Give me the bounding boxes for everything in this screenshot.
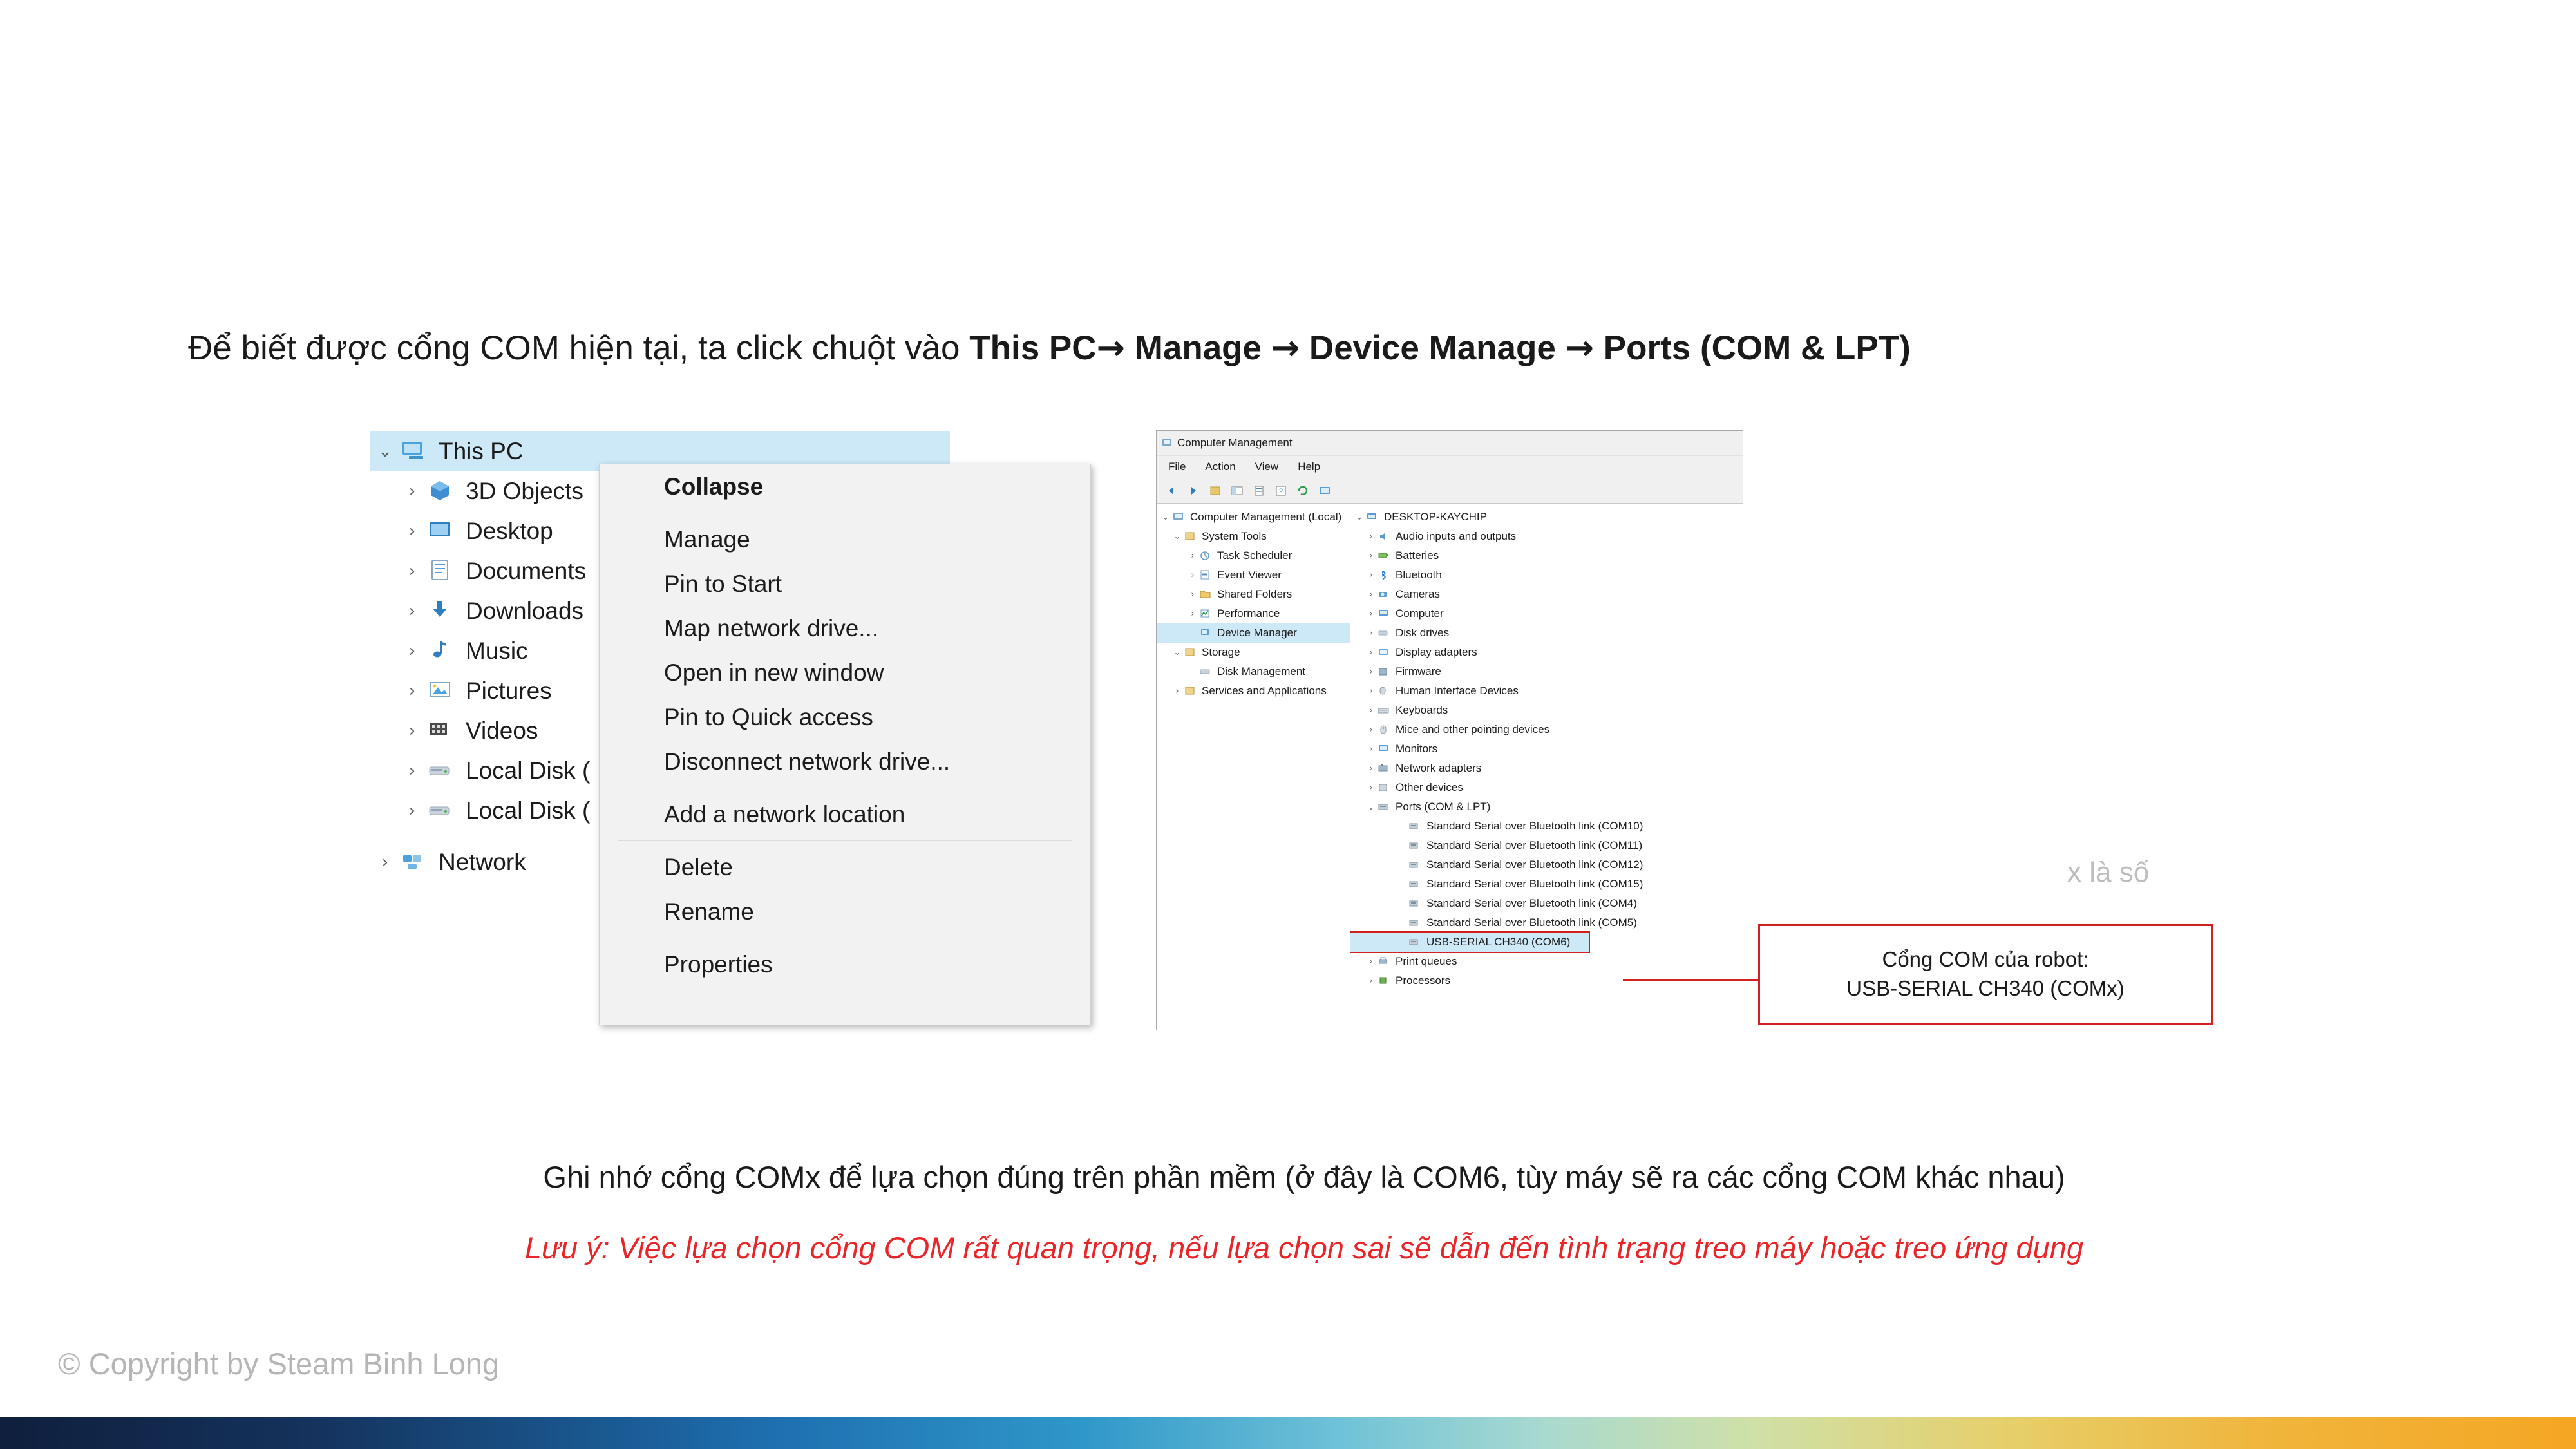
performance-icon bbox=[1199, 608, 1213, 620]
audio-icon bbox=[1378, 531, 1392, 542]
instruction-device-manage: Device Manage bbox=[1309, 329, 1556, 367]
device-manager-icon bbox=[1199, 627, 1213, 639]
chevron-right-icon[interactable]: › bbox=[1191, 551, 1195, 561]
monitor-icon bbox=[1378, 743, 1392, 755]
display-icon bbox=[1378, 647, 1392, 658]
storage-icon bbox=[1184, 647, 1198, 658]
device-node-processors[interactable] bbox=[1350, 971, 1743, 990]
properties-icon[interactable] bbox=[1252, 484, 1266, 498]
tree-item-label: Videos bbox=[466, 717, 538, 744]
chevron-right-icon[interactable]: › bbox=[408, 641, 416, 661]
chevron-right-icon[interactable]: › bbox=[1369, 647, 1373, 658]
device-node-port[interactable] bbox=[1350, 894, 1743, 913]
tree-node-label: Computer Management (Local) bbox=[1190, 511, 1342, 523]
callout-connector-line bbox=[1623, 979, 1761, 981]
page-instruction bbox=[188, 328, 2429, 368]
refresh-icon[interactable] bbox=[1296, 484, 1310, 498]
tree-item-label: Desktop bbox=[466, 518, 553, 544]
device-node-label: Keyboards bbox=[1396, 704, 1448, 716]
port-icon bbox=[1408, 878, 1423, 890]
device-node-port[interactable] bbox=[1350, 875, 1743, 894]
context-menu bbox=[599, 464, 1091, 1025]
tree-node-label: Task Scheduler bbox=[1217, 549, 1293, 562]
device-node-label: Mice and other pointing devices bbox=[1396, 723, 1550, 735]
port-icon bbox=[1408, 840, 1423, 851]
device-node-disk-drives[interactable] bbox=[1350, 623, 1743, 643]
disk-management-icon bbox=[1199, 666, 1213, 677]
shared-folders-icon bbox=[1199, 589, 1213, 600]
port-icon bbox=[1408, 859, 1423, 871]
window-title-bar bbox=[1157, 431, 1743, 456]
device-node-other-devices[interactable] bbox=[1350, 778, 1743, 797]
3d-objects-icon bbox=[427, 478, 457, 504]
tree-item-label: Network bbox=[439, 849, 526, 875]
device-node-usb-serial-ch340[interactable] bbox=[1350, 933, 1589, 952]
chevron-right-icon[interactable]: › bbox=[408, 601, 416, 621]
device-node-audio[interactable] bbox=[1350, 527, 1743, 546]
chevron-right-icon[interactable]: › bbox=[381, 853, 389, 872]
processor-icon bbox=[1378, 975, 1392, 987]
tree-node-label: Disk Management bbox=[1217, 665, 1306, 677]
note-remember-com-port: Ghi nhớ cổng COMx để lựa chọn đúng trên phần mềm (ở đây là COM6, tùy máy sẽ ra các cổng COM khác nhau) bbox=[543, 1160, 2065, 1194]
computer-management-window bbox=[1156, 430, 1743, 1030]
note-warning: Lưu ý: Việc lựa chọn cổng COM rất quan trọng, nếu lựa chọn sai sẽ dẫn đến tình trạng treo máy hoặc treo ứng dụng bbox=[524, 1231, 2084, 1265]
desktop-icon bbox=[427, 518, 457, 544]
chevron-right-icon[interactable]: › bbox=[1191, 589, 1195, 600]
device-node-label: USB-SERIAL CH340 (COM6) bbox=[1426, 936, 1571, 948]
menu-item-pin-to-start[interactable]: Pin to Start bbox=[664, 570, 782, 597]
tree-node-services-and-applications[interactable] bbox=[1157, 681, 1350, 701]
device-node-label: Ports (COM & LPT) bbox=[1396, 800, 1491, 813]
bluetooth-icon bbox=[1378, 569, 1392, 581]
tree-item-label: 3D Objects bbox=[466, 478, 584, 504]
arrow-icon-2: → bbox=[1271, 328, 1300, 368]
show-hide-tree-icon[interactable] bbox=[1230, 484, 1244, 498]
menu-item-map-network-drive[interactable]: Map network drive... bbox=[664, 614, 879, 641]
chevron-down-icon[interactable]: ⌄ bbox=[1173, 531, 1181, 542]
window-title-text: Computer Management bbox=[1177, 437, 1293, 449]
local-disk-icon bbox=[427, 798, 457, 824]
chevron-down-icon[interactable]: ⌄ bbox=[378, 442, 392, 461]
music-icon bbox=[427, 638, 457, 664]
device-node-monitors[interactable] bbox=[1350, 739, 1743, 759]
tree-item-label: Documents bbox=[466, 558, 587, 584]
chevron-right-icon[interactable]: › bbox=[1191, 570, 1195, 580]
console-tree-pane bbox=[1157, 504, 1350, 1032]
menu-action[interactable]: Action bbox=[1205, 460, 1236, 473]
chevron-right-icon[interactable]: › bbox=[1369, 705, 1373, 715]
other-devices-icon bbox=[1378, 782, 1392, 793]
network-adapter-icon bbox=[1378, 762, 1392, 774]
menu-item-properties[interactable]: Properties bbox=[664, 951, 773, 978]
system-tools-icon bbox=[1184, 531, 1198, 542]
forward-icon[interactable] bbox=[1186, 484, 1200, 498]
chevron-right-icon[interactable]: › bbox=[408, 761, 416, 781]
device-node-network-adapters[interactable] bbox=[1350, 759, 1743, 778]
chevron-right-icon[interactable]: › bbox=[1369, 609, 1373, 619]
menu-item-delete[interactable]: Delete bbox=[664, 853, 733, 880]
chevron-right-icon[interactable]: › bbox=[1369, 956, 1373, 967]
device-node-label: Audio inputs and outputs bbox=[1396, 530, 1517, 542]
tree-node-performance[interactable] bbox=[1157, 604, 1350, 623]
window-body bbox=[1157, 504, 1743, 1032]
chevron-right-icon[interactable]: › bbox=[408, 681, 416, 701]
services-icon bbox=[1184, 685, 1198, 697]
event-viewer-icon bbox=[1199, 569, 1213, 581]
computer-icon bbox=[1366, 511, 1380, 523]
device-node-label: Batteries bbox=[1396, 549, 1439, 562]
back-icon[interactable] bbox=[1164, 484, 1179, 498]
chevron-right-icon[interactable]: › bbox=[1369, 782, 1373, 793]
device-node-label: Bluetooth bbox=[1396, 569, 1442, 581]
computer-management-icon bbox=[1162, 438, 1173, 448]
menu-separator bbox=[618, 840, 1072, 841]
device-node-mice[interactable] bbox=[1350, 720, 1743, 739]
tree-item-label: This PC bbox=[439, 438, 524, 464]
tree-item-label: Pictures bbox=[466, 677, 552, 704]
device-node-label: Standard Serial over Bluetooth link (COM10) bbox=[1426, 820, 1643, 832]
battery-icon bbox=[1378, 550, 1392, 562]
device-node-label: DESKTOP-KAYCHIP bbox=[1384, 511, 1487, 523]
device-node-ports[interactable] bbox=[1350, 797, 1743, 817]
device-node-label: Standard Serial over Bluetooth link (COM5) bbox=[1426, 916, 1637, 929]
mouse-icon bbox=[1378, 724, 1392, 735]
chevron-right-icon[interactable]: › bbox=[1369, 763, 1373, 773]
tree-node-label: System Tools bbox=[1202, 530, 1267, 542]
tree-node-shared-folders[interactable] bbox=[1157, 585, 1350, 604]
port-icon bbox=[1408, 936, 1423, 948]
chevron-right-icon[interactable]: › bbox=[1369, 976, 1373, 986]
device-node-label: Firmware bbox=[1396, 665, 1441, 677]
toolbar bbox=[1157, 478, 1743, 504]
device-node-label: Human Interface Devices bbox=[1396, 685, 1519, 697]
tree-node-label: Event Viewer bbox=[1217, 569, 1282, 581]
menu-item-pin-to-quick-access[interactable]: Pin to Quick access bbox=[664, 703, 873, 730]
chevron-right-icon[interactable]: › bbox=[408, 522, 416, 541]
monitor-icon[interactable] bbox=[1318, 484, 1332, 498]
instruction-manage: Manage bbox=[1134, 329, 1262, 367]
menu-item-manage[interactable]: Manage bbox=[664, 526, 750, 553]
port-icon bbox=[1408, 820, 1423, 832]
device-node-port[interactable] bbox=[1350, 817, 1743, 836]
chevron-right-icon[interactable]: › bbox=[1369, 589, 1373, 600]
device-node-cameras[interactable] bbox=[1350, 585, 1743, 604]
device-node-port[interactable] bbox=[1350, 836, 1743, 855]
tree-item-label: Local Disk ( bbox=[466, 757, 591, 784]
tree-node-label: Shared Folders bbox=[1217, 588, 1293, 600]
pictures-icon bbox=[427, 678, 457, 704]
device-node-label: Print queues bbox=[1396, 955, 1457, 967]
svg-text:?: ? bbox=[1278, 488, 1283, 495]
chevron-right-icon[interactable]: › bbox=[408, 482, 416, 501]
device-node-label: Disk drives bbox=[1396, 627, 1450, 639]
printer-icon bbox=[1378, 956, 1392, 967]
tree-node-label: Performance bbox=[1217, 607, 1280, 620]
device-node-label: Standard Serial over Bluetooth link (COM12) bbox=[1426, 858, 1643, 871]
arrow-icon-3: → bbox=[1565, 328, 1595, 368]
instruction-ports: Ports (COM & LPT) bbox=[1603, 329, 1911, 367]
instruction-this-pc: This PC bbox=[969, 329, 1097, 367]
menu-bar bbox=[1157, 456, 1743, 478]
menu-item-add-a-network-location[interactable]: Add a network location bbox=[664, 800, 905, 828]
device-node-label: Monitors bbox=[1396, 743, 1438, 755]
tree-node-disk-management[interactable] bbox=[1157, 662, 1350, 681]
videos-icon bbox=[427, 718, 457, 744]
bottom-gradient-bar bbox=[0, 1417, 2576, 1449]
callout-line-1: Cổng COM của robot: bbox=[1882, 947, 2089, 972]
device-node-display-adapters[interactable] bbox=[1350, 643, 1743, 662]
network-icon bbox=[400, 849, 430, 875]
tree-node-system-tools[interactable] bbox=[1157, 527, 1350, 546]
device-node-batteries[interactable] bbox=[1350, 546, 1743, 565]
menu-item-rename[interactable]: Rename bbox=[664, 898, 754, 925]
chevron-right-icon[interactable]: › bbox=[1369, 686, 1373, 696]
device-node-label: Standard Serial over Bluetooth link (COM11) bbox=[1426, 839, 1643, 851]
menu-item-open-in-new-window[interactable]: Open in new window bbox=[664, 659, 884, 686]
menu-item-collapse[interactable]: Collapse bbox=[664, 473, 764, 500]
tree-item-label: Local Disk ( bbox=[466, 797, 591, 824]
computer-icon bbox=[1378, 608, 1392, 620]
chevron-right-icon[interactable]: › bbox=[1175, 686, 1179, 696]
device-node-label: Other devices bbox=[1396, 781, 1463, 793]
device-node-label: Display adapters bbox=[1396, 646, 1477, 658]
tree-item-label: Music bbox=[466, 638, 528, 664]
menu-view[interactable]: View bbox=[1255, 460, 1279, 473]
chevron-right-icon[interactable]: › bbox=[1191, 609, 1195, 619]
chevron-right-icon[interactable]: › bbox=[1369, 744, 1373, 754]
up-icon[interactable] bbox=[1208, 484, 1222, 498]
device-node-label: Computer bbox=[1396, 607, 1444, 620]
device-node-hid[interactable] bbox=[1350, 681, 1743, 701]
chevron-right-icon[interactable]: › bbox=[1369, 570, 1373, 580]
chevron-right-icon[interactable]: › bbox=[408, 721, 416, 741]
tree-node-event-viewer[interactable] bbox=[1157, 565, 1350, 585]
chevron-right-icon[interactable]: › bbox=[408, 562, 416, 581]
tree-node-storage[interactable] bbox=[1157, 643, 1350, 662]
tree-node-task-scheduler[interactable] bbox=[1157, 546, 1350, 565]
chevron-down-icon[interactable]: ⌄ bbox=[1367, 802, 1375, 812]
device-node-label: Network adapters bbox=[1396, 762, 1482, 774]
chevron-right-icon[interactable]: › bbox=[1369, 551, 1373, 561]
chevron-right-icon[interactable]: › bbox=[408, 801, 416, 820]
chevron-right-icon[interactable]: › bbox=[1369, 724, 1373, 735]
callout-box bbox=[1758, 924, 2213, 1025]
chevron-right-icon[interactable]: › bbox=[1369, 531, 1373, 542]
callout-line-2: USB-SERIAL CH340 (COMx) bbox=[1846, 976, 2125, 1000]
device-node-desktop[interactable] bbox=[1350, 507, 1743, 527]
menu-file[interactable]: File bbox=[1168, 460, 1186, 473]
x-la-so-note: x là số bbox=[2067, 857, 2150, 888]
camera-icon bbox=[1378, 589, 1392, 600]
port-icon bbox=[1408, 898, 1423, 909]
tree-node-label: Device Manager bbox=[1217, 627, 1297, 639]
svg-text:!: ! bbox=[1382, 785, 1384, 791]
ports-icon bbox=[1378, 801, 1392, 813]
tree-node-label: Storage bbox=[1202, 646, 1240, 658]
device-node-label: Processors bbox=[1396, 974, 1451, 987]
device-node-firmware[interactable] bbox=[1350, 662, 1743, 681]
device-node-label: Standard Serial over Bluetooth link (COM15) bbox=[1426, 878, 1643, 890]
downloads-icon bbox=[427, 598, 457, 624]
tree-node-computer-management[interactable] bbox=[1157, 507, 1350, 527]
port-icon bbox=[1408, 917, 1423, 929]
documents-icon bbox=[427, 558, 457, 584]
chevron-right-icon[interactable]: › bbox=[1369, 667, 1373, 677]
device-node-port[interactable] bbox=[1350, 855, 1743, 875]
instruction-prefix: Để biết được cổng COM hiện tại, ta click chuột vào bbox=[188, 329, 970, 367]
chevron-down-icon[interactable]: ⌄ bbox=[1162, 512, 1170, 522]
copyright-text: © Copyright by Steam Binh Long bbox=[58, 1347, 500, 1381]
device-manager-pane bbox=[1350, 504, 1743, 1032]
menu-help[interactable]: Help bbox=[1298, 460, 1321, 473]
disk-icon bbox=[1378, 627, 1392, 639]
local-disk-icon bbox=[427, 758, 457, 784]
device-node-label: Cameras bbox=[1396, 588, 1440, 600]
device-node-computer[interactable] bbox=[1350, 604, 1743, 623]
pc-icon bbox=[400, 439, 430, 464]
arrow-icon-1: → bbox=[1096, 328, 1125, 368]
tree-item-label: Downloads bbox=[466, 598, 584, 624]
hid-icon bbox=[1378, 685, 1392, 697]
menu-item-disconnect-network-drive[interactable]: Disconnect network drive... bbox=[664, 748, 951, 775]
tree-node-device-manager[interactable] bbox=[1157, 623, 1350, 643]
chevron-down-icon[interactable]: ⌄ bbox=[1173, 647, 1181, 658]
tree-node-label: Services and Applications bbox=[1202, 685, 1327, 697]
firmware-icon bbox=[1378, 666, 1392, 677]
task-scheduler-icon bbox=[1199, 550, 1213, 562]
device-node-port[interactable] bbox=[1350, 913, 1743, 933]
device-node-bluetooth[interactable] bbox=[1350, 565, 1743, 585]
chevron-down-icon[interactable]: ⌄ bbox=[1356, 512, 1363, 522]
computer-management-icon bbox=[1172, 511, 1186, 523]
keyboard-icon bbox=[1378, 705, 1392, 716]
device-node-print-queues[interactable] bbox=[1350, 952, 1743, 971]
help-icon[interactable] bbox=[1274, 484, 1288, 498]
device-node-label: Standard Serial over Bluetooth link (COM4) bbox=[1426, 897, 1637, 909]
device-node-keyboards[interactable] bbox=[1350, 701, 1743, 720]
chevron-right-icon[interactable]: › bbox=[1369, 628, 1373, 638]
